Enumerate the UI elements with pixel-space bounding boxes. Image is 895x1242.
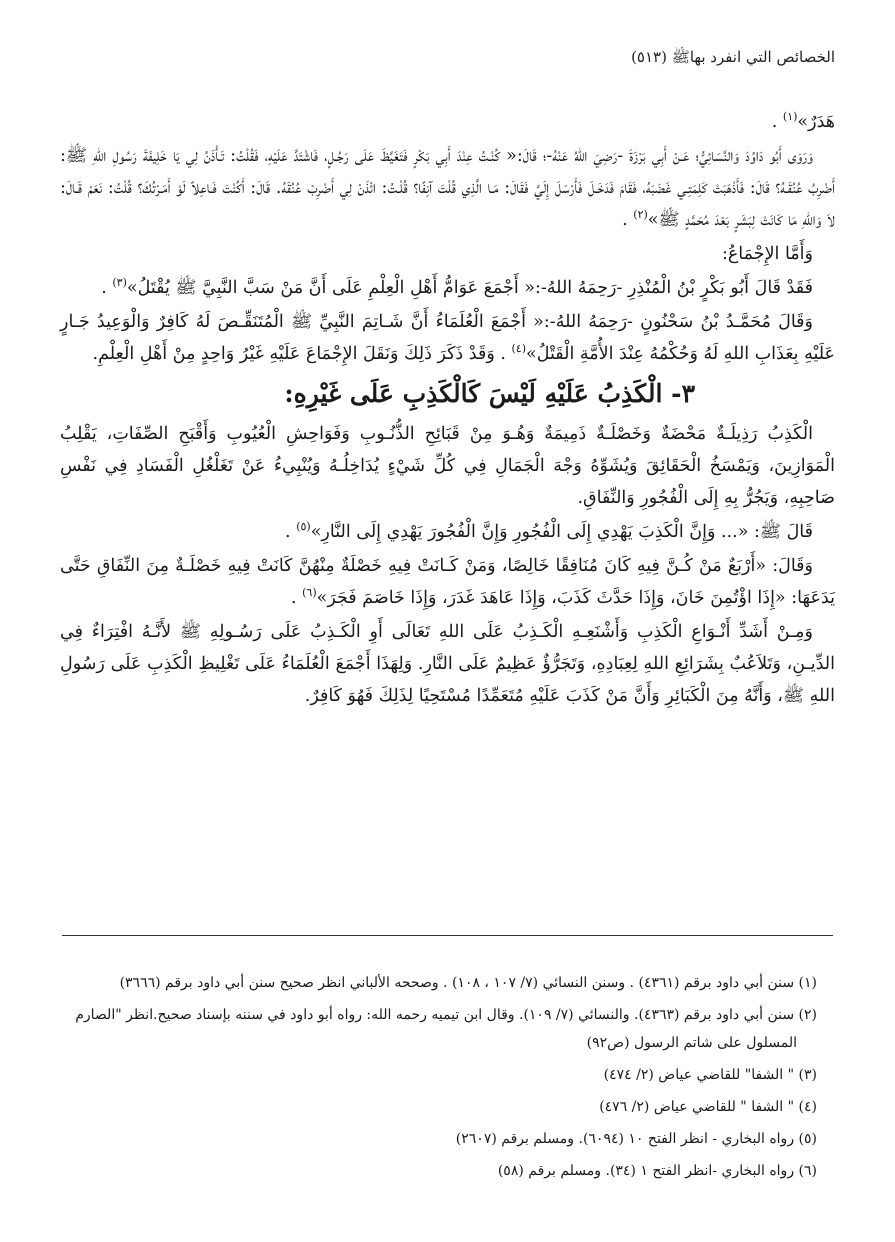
paragraph-tail: . وَقَدْ ذَكَرَ ذَلِكَ وَنَقَلَ الإِجْمَاعَ عَلَيْهِ غَيْرُ وَاحِدٍ مِنْ أَهْلِ الْعِلْمِ.: [92, 344, 506, 364]
footnote-ref[interactable]: (٣): [112, 276, 127, 290]
main-text: [60, 106, 835, 714]
footnote: (٥) رواه البخاري - انظر الفتح ١٠ (٦٠٩٤). ومسلم برقم (٢٦٠٧): [455, 1131, 817, 1147]
footnote: (٢) سنن أبي داود برقم (٤٣٦٣). والنسائي (٧/ ١٠٩). وقال ابن تيميه رحمه الله: رواه أبو داود في سننه بإسناد صحيح.انظر "الصارم: [75, 1007, 817, 1023]
paragraph: [60, 106, 835, 138]
footnote-ref[interactable]: (١): [782, 110, 798, 124]
paragraph-text: قَالَ ﷺ: «... وَإِنَّ الْكَذِبَ يَهْدِي إِلَى الْفُجُورِ وَإِنَّ الْفُجُورَ يَهْدِي إِلَى النَّارِ»: [310, 522, 813, 542]
paragraph: وَمِـنْ أَشَدِّ أَنْـوَاعِ الْكَذِبِ وَأَشْنَعِـهِ الْكَـذِبُ عَلَى اللهِ تَعَالَى أَوِ الْكَـذِبُ عَلَى رَسُـولِهِ ﷺ لأَنَّـهُ افْتِرَاءٌ فِي الدِّيـنِ، وَتَلاَعُبٌ بِشَرَائِعِ اللهِ لِعِبَادِهِ، وَتَجَرُّؤٌ عَظِيمٌ عَلَى النَّارِ. وَلِهَذَا أَجْمَعَ الْعُلَمَاءُ عَلَى تَغْلِيظِ الْكَذِبِ عَلَى رَسُولِ اللهِ ﷺ، وَأَنَّهُ مِنَ الْكَبَائِرِ وَأَنَّ مَنْ كَذَبَ عَلَيْهِ مُتَعَمِّدًا مُسْتَحِيًا لِذَلِكَ فَهُوَ كَافِرٌ.: [60, 622, 835, 706]
paragraph: [60, 272, 835, 304]
paragraph-tail: .: [290, 588, 297, 608]
paragraph-text: وَرَوَى أَبُو دَاوُدَ وَالنَّسَائِيُّ؛ عَـنْ أَبِي بَرْزَةَ -رَضِيَ اللهُ عَنْهُ-؛ قَالَ:« كُنْـتُ عِنْدَ أَبِي بَكْرٍ فَتَغَيَّظَ عَلَى رَجُـلٍ، فَاشْتَدَّ عَلَيْهِ، فَقُلْتُ: تَـأْذَنُ لِي يَا خَلِيفَةَ رَسُولِ اللهِ ﷺ: أَضْرِبُ عُنُقَـهُ؟ قَالَ: فَأَذْهَبَتْ كَلِمَتِـي غَضَبَهُ، فَقَامَ فَدَخَـلَ فَأَرْسَلَ إِلَيَّ فَقَالَ: مَـا الَّذِي قُلْتَ آنِفًا؟ قُلْـتُ: ائْذَنْ لِي أَضْرِبْ عُنُقَهُ. قَالَ: أَكُنْتَ فَـاعِلاً لَوْ أَمَـرْتُكَ؟ قُلْتُ: نَعَمْ قَـالَ: لاَ وَاللهِ مَا كَانَتْ لِبَشَرٍ بَعْدَ مُحَمَّدٍ ﷺ»: [60, 146, 835, 230]
footnote-divider: [62, 935, 833, 936]
paragraph: [60, 306, 835, 370]
paragraph-text: وَقَالَ: «أَرْبَعٌ مَنْ كُـنَّ فِيهِ كَانَ مُنَافِقًا خَالِصًا، وَمَنْ كَـانَتْ فِيهِ خَصْلَةٌ مِنْهُنَّ كَانَتْ فِيهِ خَصْلَـةٌ مِنَ النِّفَاقِ حَتَّى يَدَعَهَا: «إِذَا اؤْتُمِنَ خَانَ، وَإِذَا حَدَّثَ كَذَبَ، وَإِذَا عَاهَدَ غَدَرَ، وَإِذَا خَاصَمَ فَجَرَ»: [60, 556, 835, 608]
paragraph-text: هَدَرٌ»: [797, 112, 835, 132]
paragraph-tail: .: [101, 278, 107, 298]
paragraph: وَأَمَّا الإِجْمَاعُ:: [721, 244, 813, 264]
footnote: (٣) " الشفا" للقاضي عياض (٢/ ٤٧٤): [603, 1067, 817, 1083]
footnote: (١) سنن أبي داود برقم (٤٣٦١) . وسنن النسائي (٧/ ١٠٧ ، ١٠٨) . وصححه الألباني انظر صحيح سنن أبي داود برقم (٣٦٦٦): [119, 975, 817, 991]
footnote-ref[interactable]: (٥): [296, 520, 311, 534]
paragraph-text: وَقَالَ مُحَمَّـدُ بْنُ سَحْنُونٍ -رَحِمَهُ اللهُ-:« أَجْمَعَ الْعُلَمَاءُ أَنَّ شَـاتِمَ النَّبِيِّ ﷺ الْمُتَنَقِّـصَ لَهُ كَافِرٌ وَالْوَعِيدُ جَـارٍ عَلَيْهِ بِعَذَابِ اللهِ لَهُ وَحُكْمُهُ عِنْدَ الأُمَّةِ الْقَتْلُ»: [60, 312, 835, 364]
section-heading: ٣- الْكَذِبُ عَلَيْهِ لَيْسَ كَالْكَذِبِ عَلَى غَيْرِهِ:: [284, 379, 695, 408]
paragraph: [60, 140, 835, 236]
footnote-ref[interactable]: (٤): [511, 342, 527, 356]
paragraph: الْكَذِبُ رَذِيلَـةٌ مَحْضَةٌ وَخَصْلَـةٌ ذَمِيمَةٌ وَهُـوَ مِنْ قَبَائِحِ الذُّنُـوبِ وَفَوَاحِشِ الْعُيُوبِ وَأَقْبَحِ الصِّفَاتِ، يَقْلِبُ الْمَوَازِينَ، وَيَمْسَخُ الْحَقَائِقَ وَيُشَوِّهُ وَجْهَ الْجَمَالِ فِي كُلِّ شَيْءٍ يُدَاخِلُـهُ وَيُنْبِيءُ عَنْ تَغَلْغُلِ الْفَسَادِ فِي نَفْسِ صَاحِبِهِ، وَيَجُرُّ بِهِ إِلَى الْفُجُورِ وَالنِّفَاقِ.: [60, 424, 835, 508]
running-header: الخصائص التي انفرد بهاﷺ (٥١٣): [631, 48, 835, 66]
paragraph: [60, 550, 835, 614]
paragraph: [60, 516, 835, 548]
paragraph-text: فَقَدْ قَالَ أَبُو بَكْرٍ بْنُ الْمُنْذِرِ -رَحِمَهُ اللهُ-:« أَجْمَعَ عَوَامُّ أَهْلِ الْعِلْمِ عَلَى أَنَّ مَنْ سَبَّ النَّبِيَّ ﷺ يُقْتَلُ»: [126, 278, 813, 298]
paragraph-tail: .: [622, 210, 628, 230]
footnotes: [60, 970, 817, 1190]
footnote-ref[interactable]: (٦): [302, 586, 317, 600]
footnote: (٦) رواه البخاري -انظر الفتح ١ (٣٤). ومسلم برقم (٥٨): [497, 1163, 817, 1179]
paragraph-tail: .: [771, 112, 778, 132]
footnote-ref[interactable]: (٢): [633, 208, 648, 222]
footnote: (٤) " الشفا " للقاضي عياض (٢/ ٤٧٦): [599, 1099, 817, 1115]
footnote-continuation: المسلول على شاتم الرسول (ص٩٢): [586, 1035, 797, 1051]
paragraph-tail: .: [285, 522, 291, 542]
